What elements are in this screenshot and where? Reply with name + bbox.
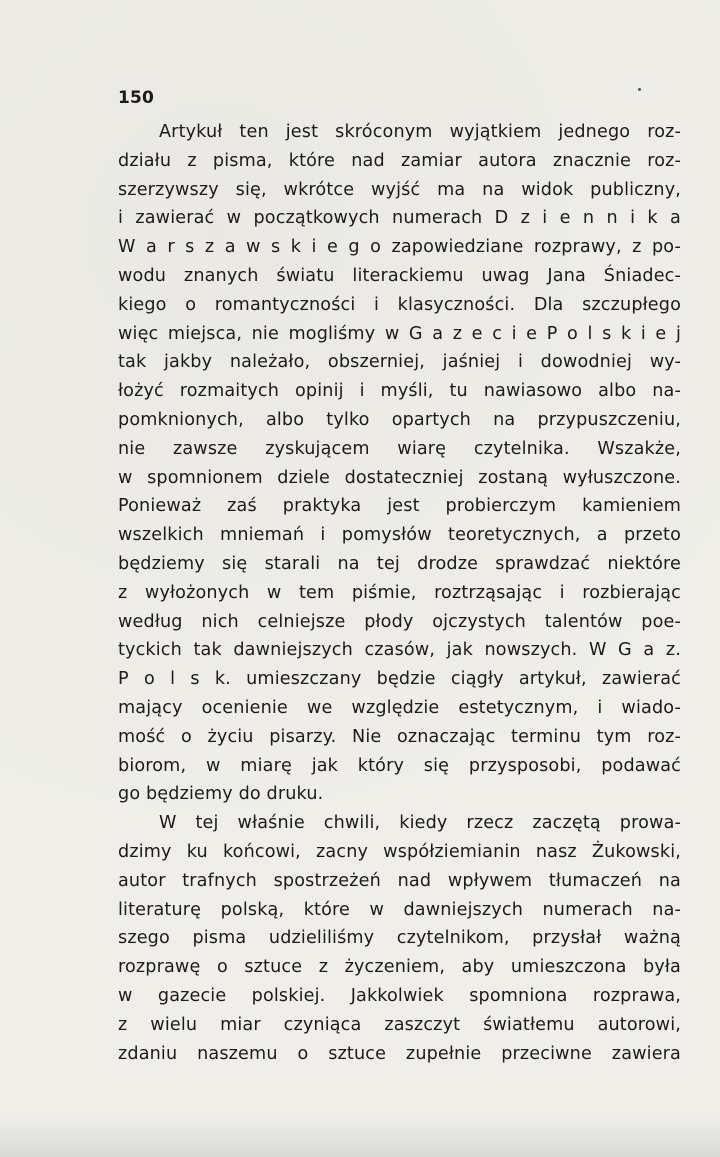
text-line: W a r s z a w s k i e g o zapowiedziane rozprawy, z po- xyxy=(118,237,681,258)
text-line: P o l s k. umieszczany będzie ciągły artykuł, zawierać xyxy=(118,669,681,690)
text-line: z wyłożonych w tem piśmie, roztrząsając i rozbierając xyxy=(118,582,681,603)
text-line: tak jakby należało, obszerniej, jaśniej i dowodniej wy- xyxy=(118,352,681,373)
text-line: W tej właśnie chwili, kiedy rzecz zaczętą prowa- xyxy=(159,813,681,834)
scan-shadow xyxy=(0,1117,720,1157)
text-line: kiego o romantyczności i klasyczności. Dla szczupłego xyxy=(118,294,681,315)
text-line: wszelkich mniemań i pomysłów teoretycznych, a przeto xyxy=(118,525,681,546)
text-line: działu z pisma, które nad zamiar autora znacznie roz- xyxy=(118,150,681,171)
text-line: łożyć rozmaitych opinij i myśli, tu nawiasowo albo na- xyxy=(118,381,681,402)
text-line: w spomnionem dziele dostateczniej zostaną wyłuszczone. xyxy=(118,467,681,488)
text-line: Ponieważ zaś praktyka jest probierczym kamieniem xyxy=(118,496,681,517)
text-line: rozprawę o sztuce z życzeniem, aby umieszczona była xyxy=(118,957,681,978)
text-line: go będziemy do druku. xyxy=(118,784,324,805)
text-line: literaturę polską, które w dawniejszych numerach na- xyxy=(118,899,681,920)
text-line: więc miejsca, nie mogliśmy w G a z e c i e P o l s k i e j xyxy=(118,323,681,344)
text-line: będziemy się starali na tej drodze sprawdzać niektóre xyxy=(118,553,681,574)
print-speck xyxy=(638,88,641,91)
text-line: biorom, w miarę jak który się przysposobi, podawać xyxy=(118,755,681,776)
text-line: tyckich tak dawniejszych czasów, jak nowszych. W G a z. xyxy=(118,640,681,661)
text-line: mający ocenienie we względzie estetycznym, i wiado- xyxy=(118,697,681,718)
text-line: nie zawsze zyskującem wiarę czytelnika. Wszakże, xyxy=(118,438,681,459)
text-line: Artykuł ten jest skróconym wyjątkiem jednego roz- xyxy=(159,122,681,142)
text-line: szerzywszy się, wkrótce wyjść ma na widok publiczny, xyxy=(118,179,681,200)
page-number: 150 xyxy=(118,88,155,108)
body-text xyxy=(118,118,681,1068)
text-line: autor trafnych spostrzeżeń nad wpływem tłumaczeń na xyxy=(118,870,681,891)
text-line: szego pisma udzieliliśmy czytelnikom, przysłał ważną xyxy=(118,928,681,949)
text-line: według nich celniejsze płody ojczystych talentów poe- xyxy=(118,611,681,632)
text-line: wodu znanych światu literackiemu uwag Jana Śniadec- xyxy=(118,265,681,286)
text-line: mość o życiu pisarzy. Nie oznaczając terminu tym roz- xyxy=(118,726,681,747)
text-line: z wielu miar czyniąca zaszczyt światłemu autorowi, xyxy=(118,1014,681,1035)
text-line: pomknionych, albo tylko opartych na przypuszczeniu, xyxy=(118,409,681,430)
text-line: zdaniu naszemu o sztuce zupełnie przeciwne zawiera xyxy=(118,1043,681,1064)
text-line: dzimy ku końcowi, zacny współziemianin nasz Żukowski, xyxy=(118,841,681,862)
text-line: w gazecie polskiej. Jakkolwiek spomniona rozprawa, xyxy=(118,985,681,1006)
text-line: i zawierać w początkowych numerach D z i e n n i k a xyxy=(118,208,681,229)
